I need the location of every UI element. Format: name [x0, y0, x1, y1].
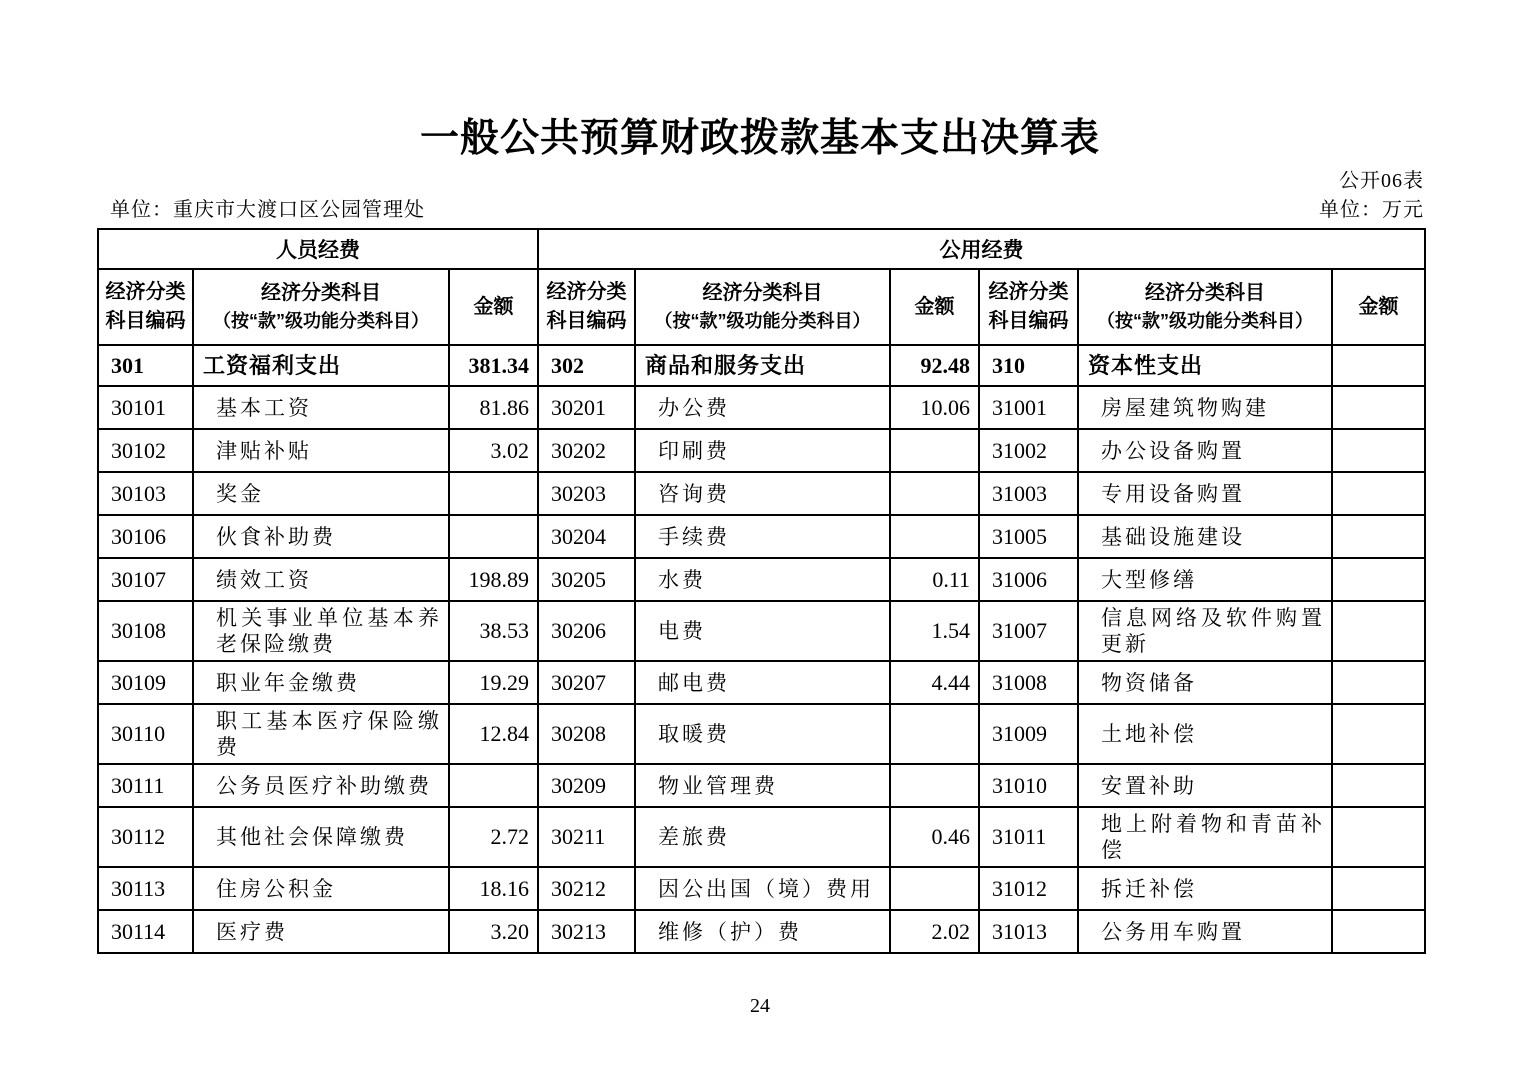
amount-cell: 3.02: [449, 429, 538, 472]
amount-cell: [890, 704, 979, 764]
subject-cell: 电费: [635, 601, 890, 661]
subject-cell: 手续费: [635, 515, 890, 558]
subject-cell: 职业年金缴费: [193, 661, 449, 704]
amount-cell: [1332, 910, 1425, 953]
code-cell: 30103: [98, 472, 193, 515]
budget-table: [97, 228, 1426, 954]
subject-cell: 咨询费: [635, 472, 890, 515]
amount-cell: 92.48: [890, 345, 979, 386]
code-cell: 30110: [98, 704, 193, 764]
subject-cell: 工资福利支出: [193, 345, 449, 386]
table-row: [98, 704, 1425, 764]
table-row: [98, 558, 1425, 601]
subject-cell: 因公出国（境）费用: [635, 867, 890, 910]
amount-cell: 1.54: [890, 601, 979, 661]
unit-name: 单位：重庆市大渡口区公园管理处: [110, 199, 425, 221]
subject-cell: 维修（护）费: [635, 910, 890, 953]
amount-cell: [449, 472, 538, 515]
amount-cell: [1332, 345, 1425, 386]
code-cell: 31010: [979, 764, 1078, 807]
subject-cell: 信息网络及软件购置更新: [1078, 601, 1332, 661]
code-cell: 30101: [98, 386, 193, 429]
code-cell: 31005: [979, 515, 1078, 558]
amount-cell: [1332, 867, 1425, 910]
code-cell: 31007: [979, 601, 1078, 661]
subject-cell: 商品和服务支出: [635, 345, 890, 386]
table-row: [98, 386, 1425, 429]
table-row: [98, 807, 1425, 867]
amount-cell: 0.46: [890, 807, 979, 867]
amount-cell: 0.11: [890, 558, 979, 601]
subject-cell: 邮电费: [635, 661, 890, 704]
table-row: [98, 601, 1425, 661]
code-cell: 30213: [538, 910, 635, 953]
code-cell: 31009: [979, 704, 1078, 764]
unit-currency: 单位：万元: [1319, 199, 1424, 221]
subject-cell: 安置补助: [1078, 764, 1332, 807]
subject-cell: 房屋建筑物购建: [1078, 386, 1332, 429]
table-row: [98, 515, 1425, 558]
col-header-subject-g2: 经济分类科目 （按“款”级功能分类科目）: [635, 269, 890, 345]
subject-cell: 奖金: [193, 472, 449, 515]
amount-cell: [1332, 661, 1425, 704]
subject-cell: 基本工资: [193, 386, 449, 429]
code-cell: 30114: [98, 910, 193, 953]
code-cell: 30111: [98, 764, 193, 807]
amount-cell: 18.16: [449, 867, 538, 910]
amount-cell: [890, 764, 979, 807]
amount-cell: 19.29: [449, 661, 538, 704]
subject-cell: 专用设备购置: [1078, 472, 1332, 515]
col-header-code-g3: 经济分类 科目编码: [979, 269, 1078, 345]
subject-cell: 拆迁补偿: [1078, 867, 1332, 910]
table-row: [98, 429, 1425, 472]
code-cell: 30112: [98, 807, 193, 867]
group-header-public: 公用经费: [538, 229, 1425, 269]
amount-cell: 12.84: [449, 704, 538, 764]
group-header-row: [98, 229, 1425, 269]
subject-cell: 住房公积金: [193, 867, 449, 910]
code-cell: 31008: [979, 661, 1078, 704]
subject-cell: 水费: [635, 558, 890, 601]
page-number: 24: [750, 995, 770, 1017]
subject-cell: 其他社会保障缴费: [193, 807, 449, 867]
subject-cell: 机关事业单位基本养老保险缴费: [193, 601, 449, 661]
amount-cell: [890, 429, 979, 472]
amount-cell: 2.02: [890, 910, 979, 953]
code-cell: 31012: [979, 867, 1078, 910]
code-cell: 310: [979, 345, 1078, 386]
table-row: [98, 867, 1425, 910]
amount-cell: 2.72: [449, 807, 538, 867]
amount-cell: [1332, 515, 1425, 558]
subject-cell: 公务用车购置: [1078, 910, 1332, 953]
amount-cell: 10.06: [890, 386, 979, 429]
col-header-code-g2: 经济分类 科目编码: [538, 269, 635, 345]
amount-cell: [890, 867, 979, 910]
subject-cell: 大型修缮: [1078, 558, 1332, 601]
amount-cell: [1332, 807, 1425, 867]
code-cell: 301: [98, 345, 193, 386]
page-title: 一般公共预算财政拨款基本支出决算表: [419, 117, 1100, 160]
amount-cell: [1332, 558, 1425, 601]
form-number: 公开06表: [1339, 170, 1424, 192]
subject-cell: 办公设备购置: [1078, 429, 1332, 472]
column-header-row: [98, 269, 1425, 345]
code-cell: 31001: [979, 386, 1078, 429]
code-cell: 30202: [538, 429, 635, 472]
subject-cell: 绩效工资: [193, 558, 449, 601]
group-header-personnel: 人员经费: [98, 229, 538, 269]
amount-cell: 198.89: [449, 558, 538, 601]
code-cell: 302: [538, 345, 635, 386]
code-cell: 30207: [538, 661, 635, 704]
amount-cell: [449, 515, 538, 558]
table-row: [98, 910, 1425, 953]
code-cell: 30108: [98, 601, 193, 661]
table-row: [98, 472, 1425, 515]
subject-cell: 伙食补助费: [193, 515, 449, 558]
code-cell: 30201: [538, 386, 635, 429]
subject-cell: 津贴补贴: [193, 429, 449, 472]
subject-cell: 取暖费: [635, 704, 890, 764]
amount-cell: [449, 764, 538, 807]
amount-cell: [1332, 386, 1425, 429]
code-cell: 31003: [979, 472, 1078, 515]
code-cell: 31011: [979, 807, 1078, 867]
code-cell: 30102: [98, 429, 193, 472]
code-cell: 31002: [979, 429, 1078, 472]
subject-cell: 土地补偿: [1078, 704, 1332, 764]
meta-row: [110, 193, 1424, 222]
col-header-amount-g3: 金额: [1332, 269, 1425, 345]
subject-cell: 基础设施建设: [1078, 515, 1332, 558]
col-header-subject-g1: 经济分类科目 （按“款”级功能分类科目）: [193, 269, 449, 345]
code-cell: 30211: [538, 807, 635, 867]
amount-cell: [1332, 429, 1425, 472]
subject-cell: 物业管理费: [635, 764, 890, 807]
code-cell: 31006: [979, 558, 1078, 601]
subject-cell: 资本性支出: [1078, 345, 1332, 386]
amount-cell: 81.86: [449, 386, 538, 429]
code-cell: 30107: [98, 558, 193, 601]
amount-cell: [1332, 704, 1425, 764]
subject-cell: 办公费: [635, 386, 890, 429]
amount-cell: [1332, 601, 1425, 661]
subject-cell: 差旅费: [635, 807, 890, 867]
code-cell: 30109: [98, 661, 193, 704]
summary-row: [98, 345, 1425, 386]
code-cell: 30205: [538, 558, 635, 601]
col-header-amount-g1: 金额: [449, 269, 538, 345]
amount-cell: [1332, 472, 1425, 515]
code-cell: 30203: [538, 472, 635, 515]
col-header-code-g1: 经济分类 科目编码: [98, 269, 193, 345]
code-cell: 30204: [538, 515, 635, 558]
subject-cell: 印刷费: [635, 429, 890, 472]
code-cell: 30206: [538, 601, 635, 661]
code-cell: 30113: [98, 867, 193, 910]
subject-cell: 医疗费: [193, 910, 449, 953]
col-header-amount-g2: 金额: [890, 269, 979, 345]
code-cell: 30208: [538, 704, 635, 764]
amount-cell: 3.20: [449, 910, 538, 953]
amount-cell: [890, 515, 979, 558]
amount-cell: 381.34: [449, 345, 538, 386]
table-row: [98, 661, 1425, 704]
amount-cell: 38.53: [449, 601, 538, 661]
col-header-subject-g3: 经济分类科目 （按“款”级功能分类科目）: [1078, 269, 1332, 345]
code-cell: 30212: [538, 867, 635, 910]
code-cell: 30209: [538, 764, 635, 807]
subject-cell: 职工基本医疗保险缴费: [193, 704, 449, 764]
code-cell: 30106: [98, 515, 193, 558]
amount-cell: 4.44: [890, 661, 979, 704]
code-cell: 31013: [979, 910, 1078, 953]
amount-cell: [1332, 764, 1425, 807]
subject-cell: 物资储备: [1078, 661, 1332, 704]
amount-cell: [890, 472, 979, 515]
table-row: [98, 764, 1425, 807]
subject-cell: 地上附着物和青苗补偿: [1078, 807, 1332, 867]
subject-cell: 公务员医疗补助缴费: [193, 764, 449, 807]
